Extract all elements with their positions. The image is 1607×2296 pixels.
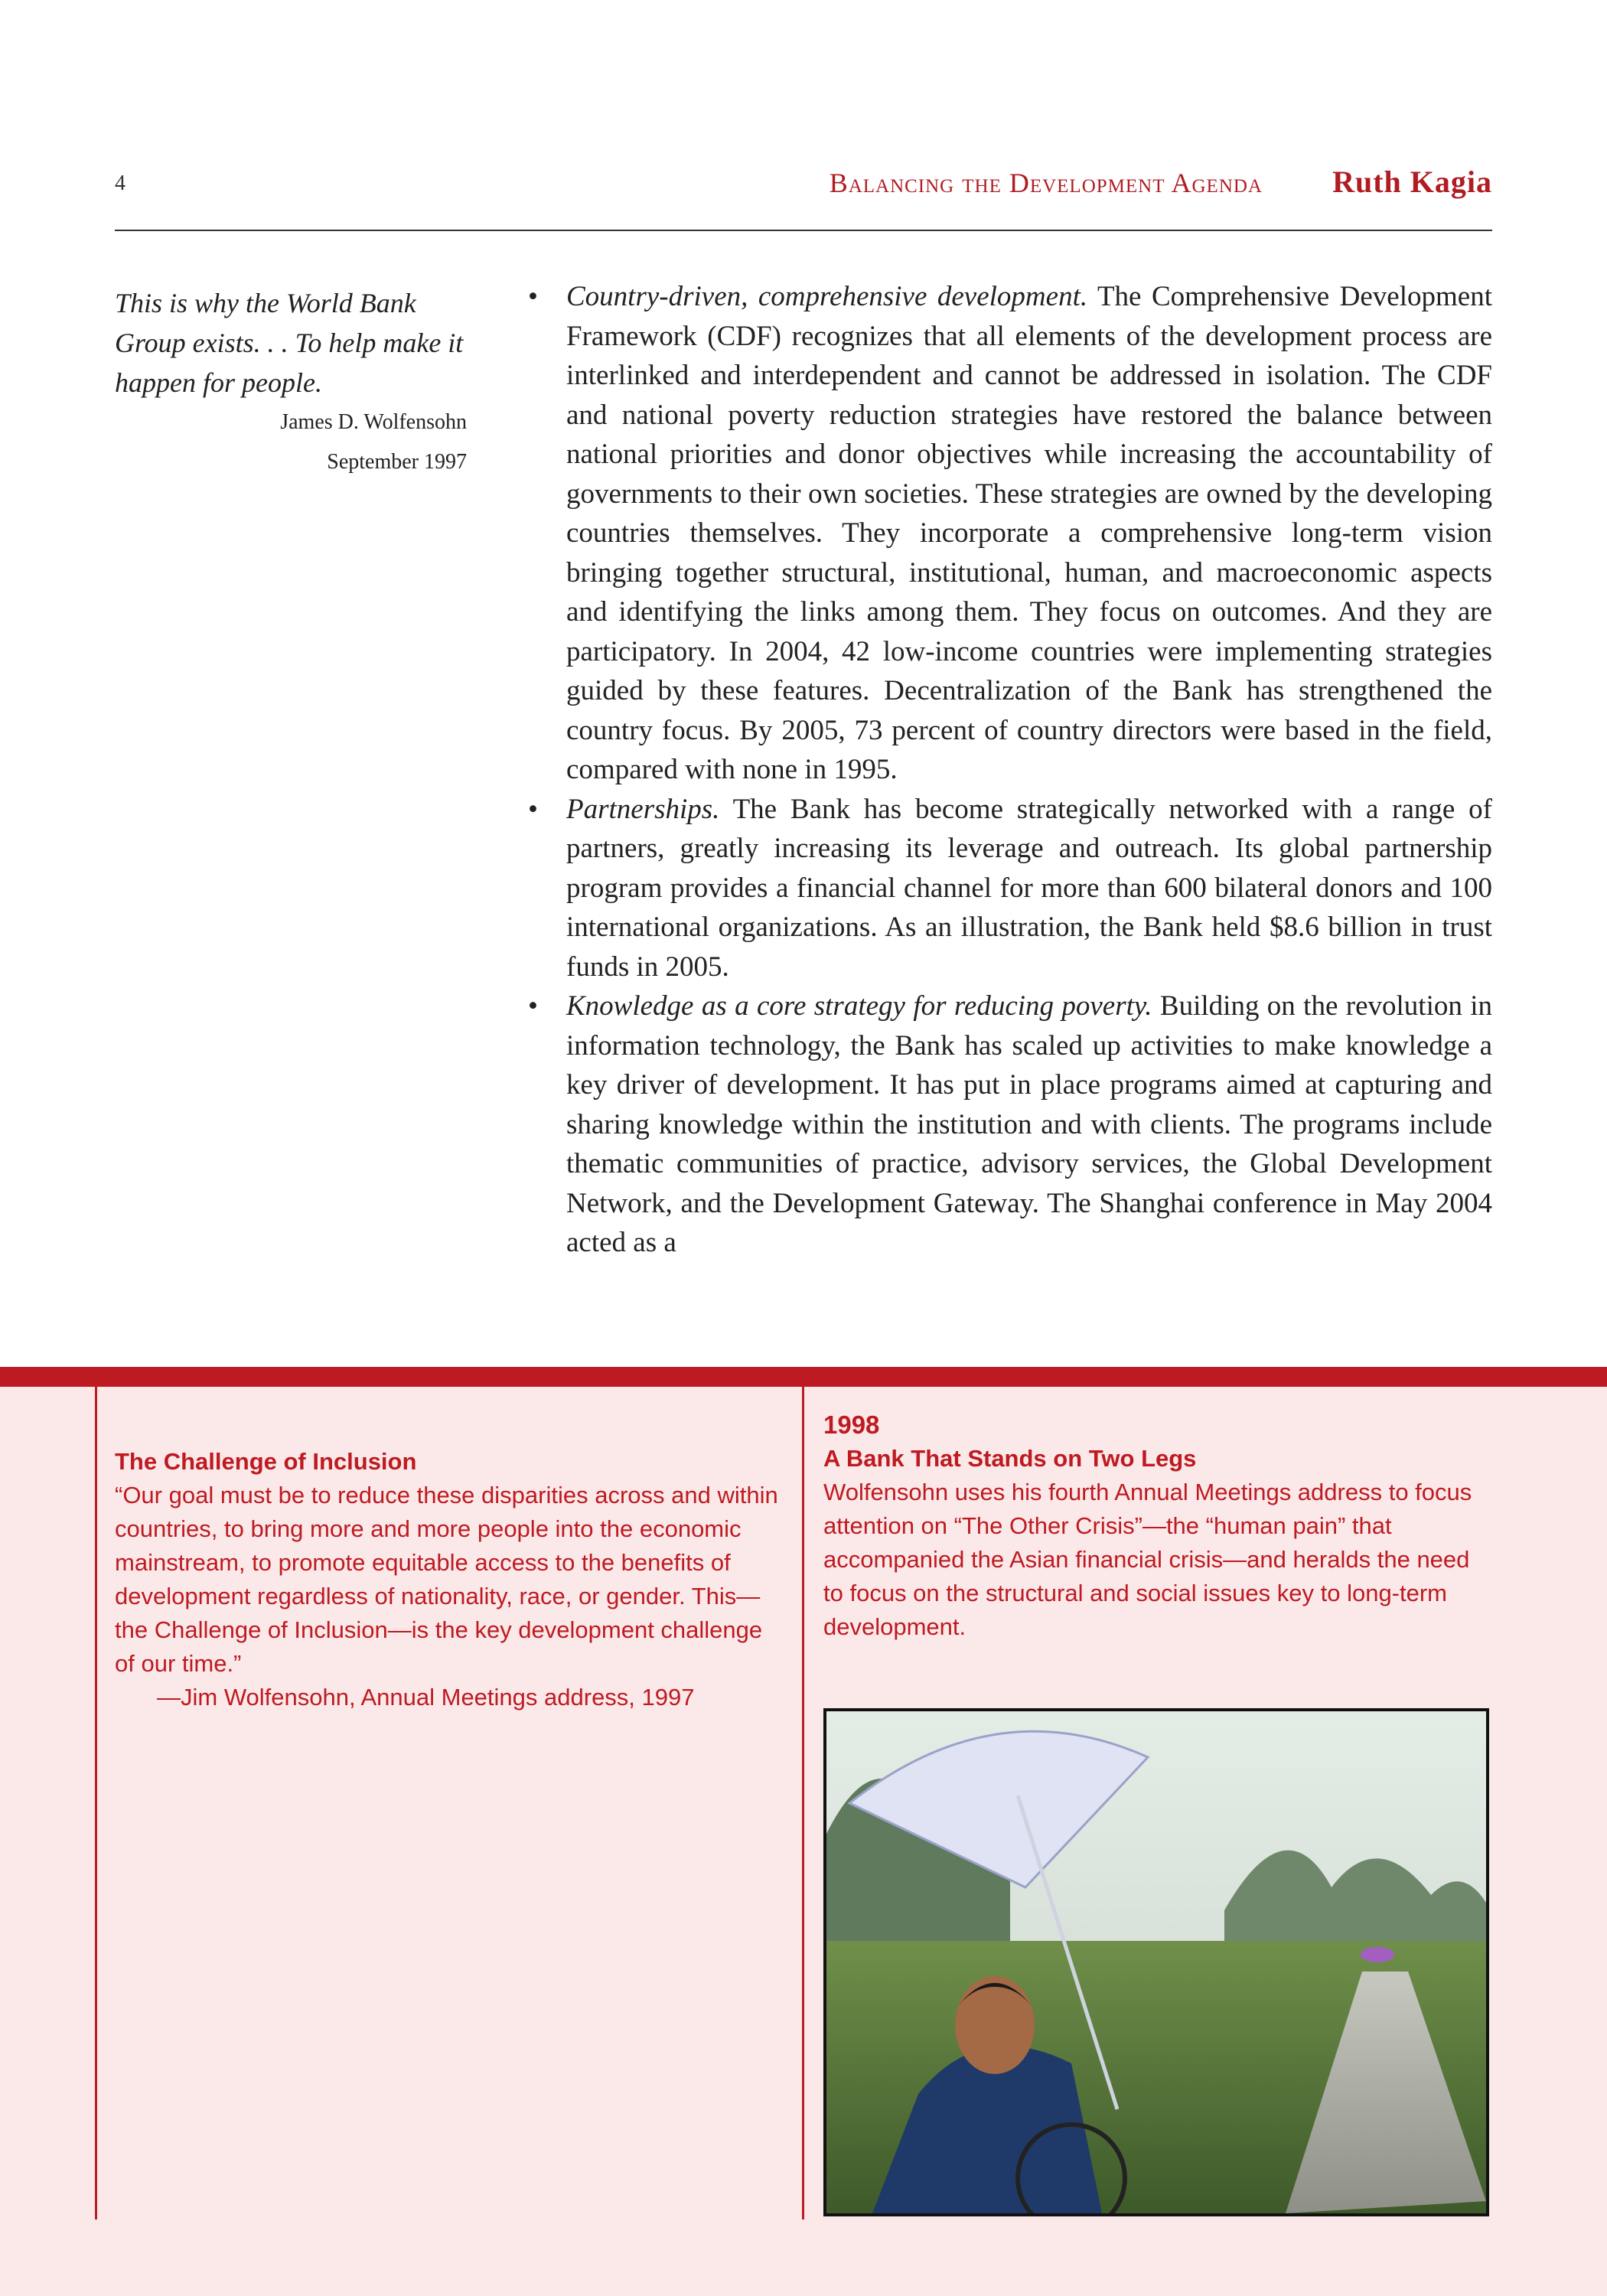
bullet-text: Building on the revolution in information technology, the Bank has scaled up activities to make knowledge a key driver of development. It has put in place programs aimed at capturing and sharing knowledge within the institution and with clients. The programs include thematic communities of practice, advisory services, the Global Development Network, and the Development Gateway. The Shanghai conference in May 2004 acted as a	[566, 990, 1492, 1258]
page-number: 4	[115, 171, 125, 195]
photo-illustration	[826, 1711, 1486, 2213]
epigraph	[115, 283, 467, 482]
bullet-item	[528, 277, 1492, 790]
boy-with-umbrella-photo	[823, 1708, 1489, 2216]
boxout-left-rule	[95, 1387, 97, 2219]
running-title: Balancing the Development Agenda	[829, 168, 1263, 198]
bullet-item	[528, 987, 1492, 1263]
bullet-dot-icon: •	[528, 793, 538, 825]
page-header	[115, 164, 1492, 202]
header-rule	[115, 230, 1492, 231]
bullet-dot-icon: •	[528, 281, 538, 312]
milestone-title: A Bank That Stands on Two Legs	[823, 1445, 1197, 1472]
boxout-top-bar	[0, 1367, 1607, 1387]
bullet-item	[528, 790, 1492, 987]
inclusion-title: The Challenge of Inclusion	[115, 1448, 417, 1475]
boy-face	[955, 1976, 1035, 2074]
epigraph-author: James D. Wolfensohn	[280, 410, 467, 434]
distant-umbrella	[1361, 1947, 1394, 1962]
bullet-lead: Country-driven, comprehensive development.	[566, 281, 1088, 312]
bullet-lead: Partnerships.	[566, 793, 720, 825]
inclusion-attribution: —Jim Wolfensohn, Annual Meetings address, 1997	[157, 1684, 695, 1711]
epigraph-quote: This is why the World Bank Group exists. . . To help make it happen for people.	[115, 288, 464, 398]
bullet-dot-icon: •	[528, 990, 538, 1022]
bullet-lead: Knowledge as a core strategy for reducing poverty.	[566, 990, 1152, 1022]
milestone-year: 1998	[823, 1411, 880, 1439]
boxout-divider-rule	[802, 1387, 804, 2219]
bullet-text: The Comprehensive Development Framework (CDF) recognizes that all elements of the development process are interlinked and interdependent and cannot be addressed in isolation. The CDF and national poverty reduction strategies have restored the balance between national priorities and donor objectives while increasing the accountability of governments to their own societies. These strategies are owned by the developing countries themselves. They incorporate a comprehensive long-term vision bringing together structural, institutional, human, and macroeconomic aspects and identifying the links among them. They focus on outcomes. And they are participatory. In 2004, 42 low-income countries were implementing strategies guided by these features. Decentralization of the Bank has strengthened the country focus. By 2005, 73 percent of country directors were based in the field, compared with none in 1995.	[566, 281, 1492, 785]
milestone-text: Wolfensohn uses his fourth Annual Meetings address to focus attention on “The Other Crisis”—the “human pain” that accompanied the Asian financial crisis—and heralds the need to focus on the structural and social issues key to long-term development.	[823, 1479, 1472, 1640]
inclusion-box	[115, 1445, 781, 1714]
main-body-text	[528, 277, 1492, 1263]
running-author: Ruth Kagia	[1332, 165, 1492, 199]
epigraph-date: September 1997	[327, 450, 467, 474]
inclusion-quote: “Our goal must be to reduce these disparities across and within countries, to bring more and more people into the economic mainstream, to promote equitable access to the benefits of development regardless of nationality, race, or gender. This—the Challenge of Inclusion—is the key development challenge of our time.”	[115, 1482, 778, 1677]
bullet-text: The Bank has become strategically networked with a range of partners, greatly increasing its leverage and outreach. Its global partnership program provides a financial channel for more than 600 bilateral donors and 100 international organizations. As an illustration, the Bank held $8.6 billion in trust funds in 2005.	[566, 793, 1492, 983]
milestone-box	[823, 1408, 1489, 1644]
